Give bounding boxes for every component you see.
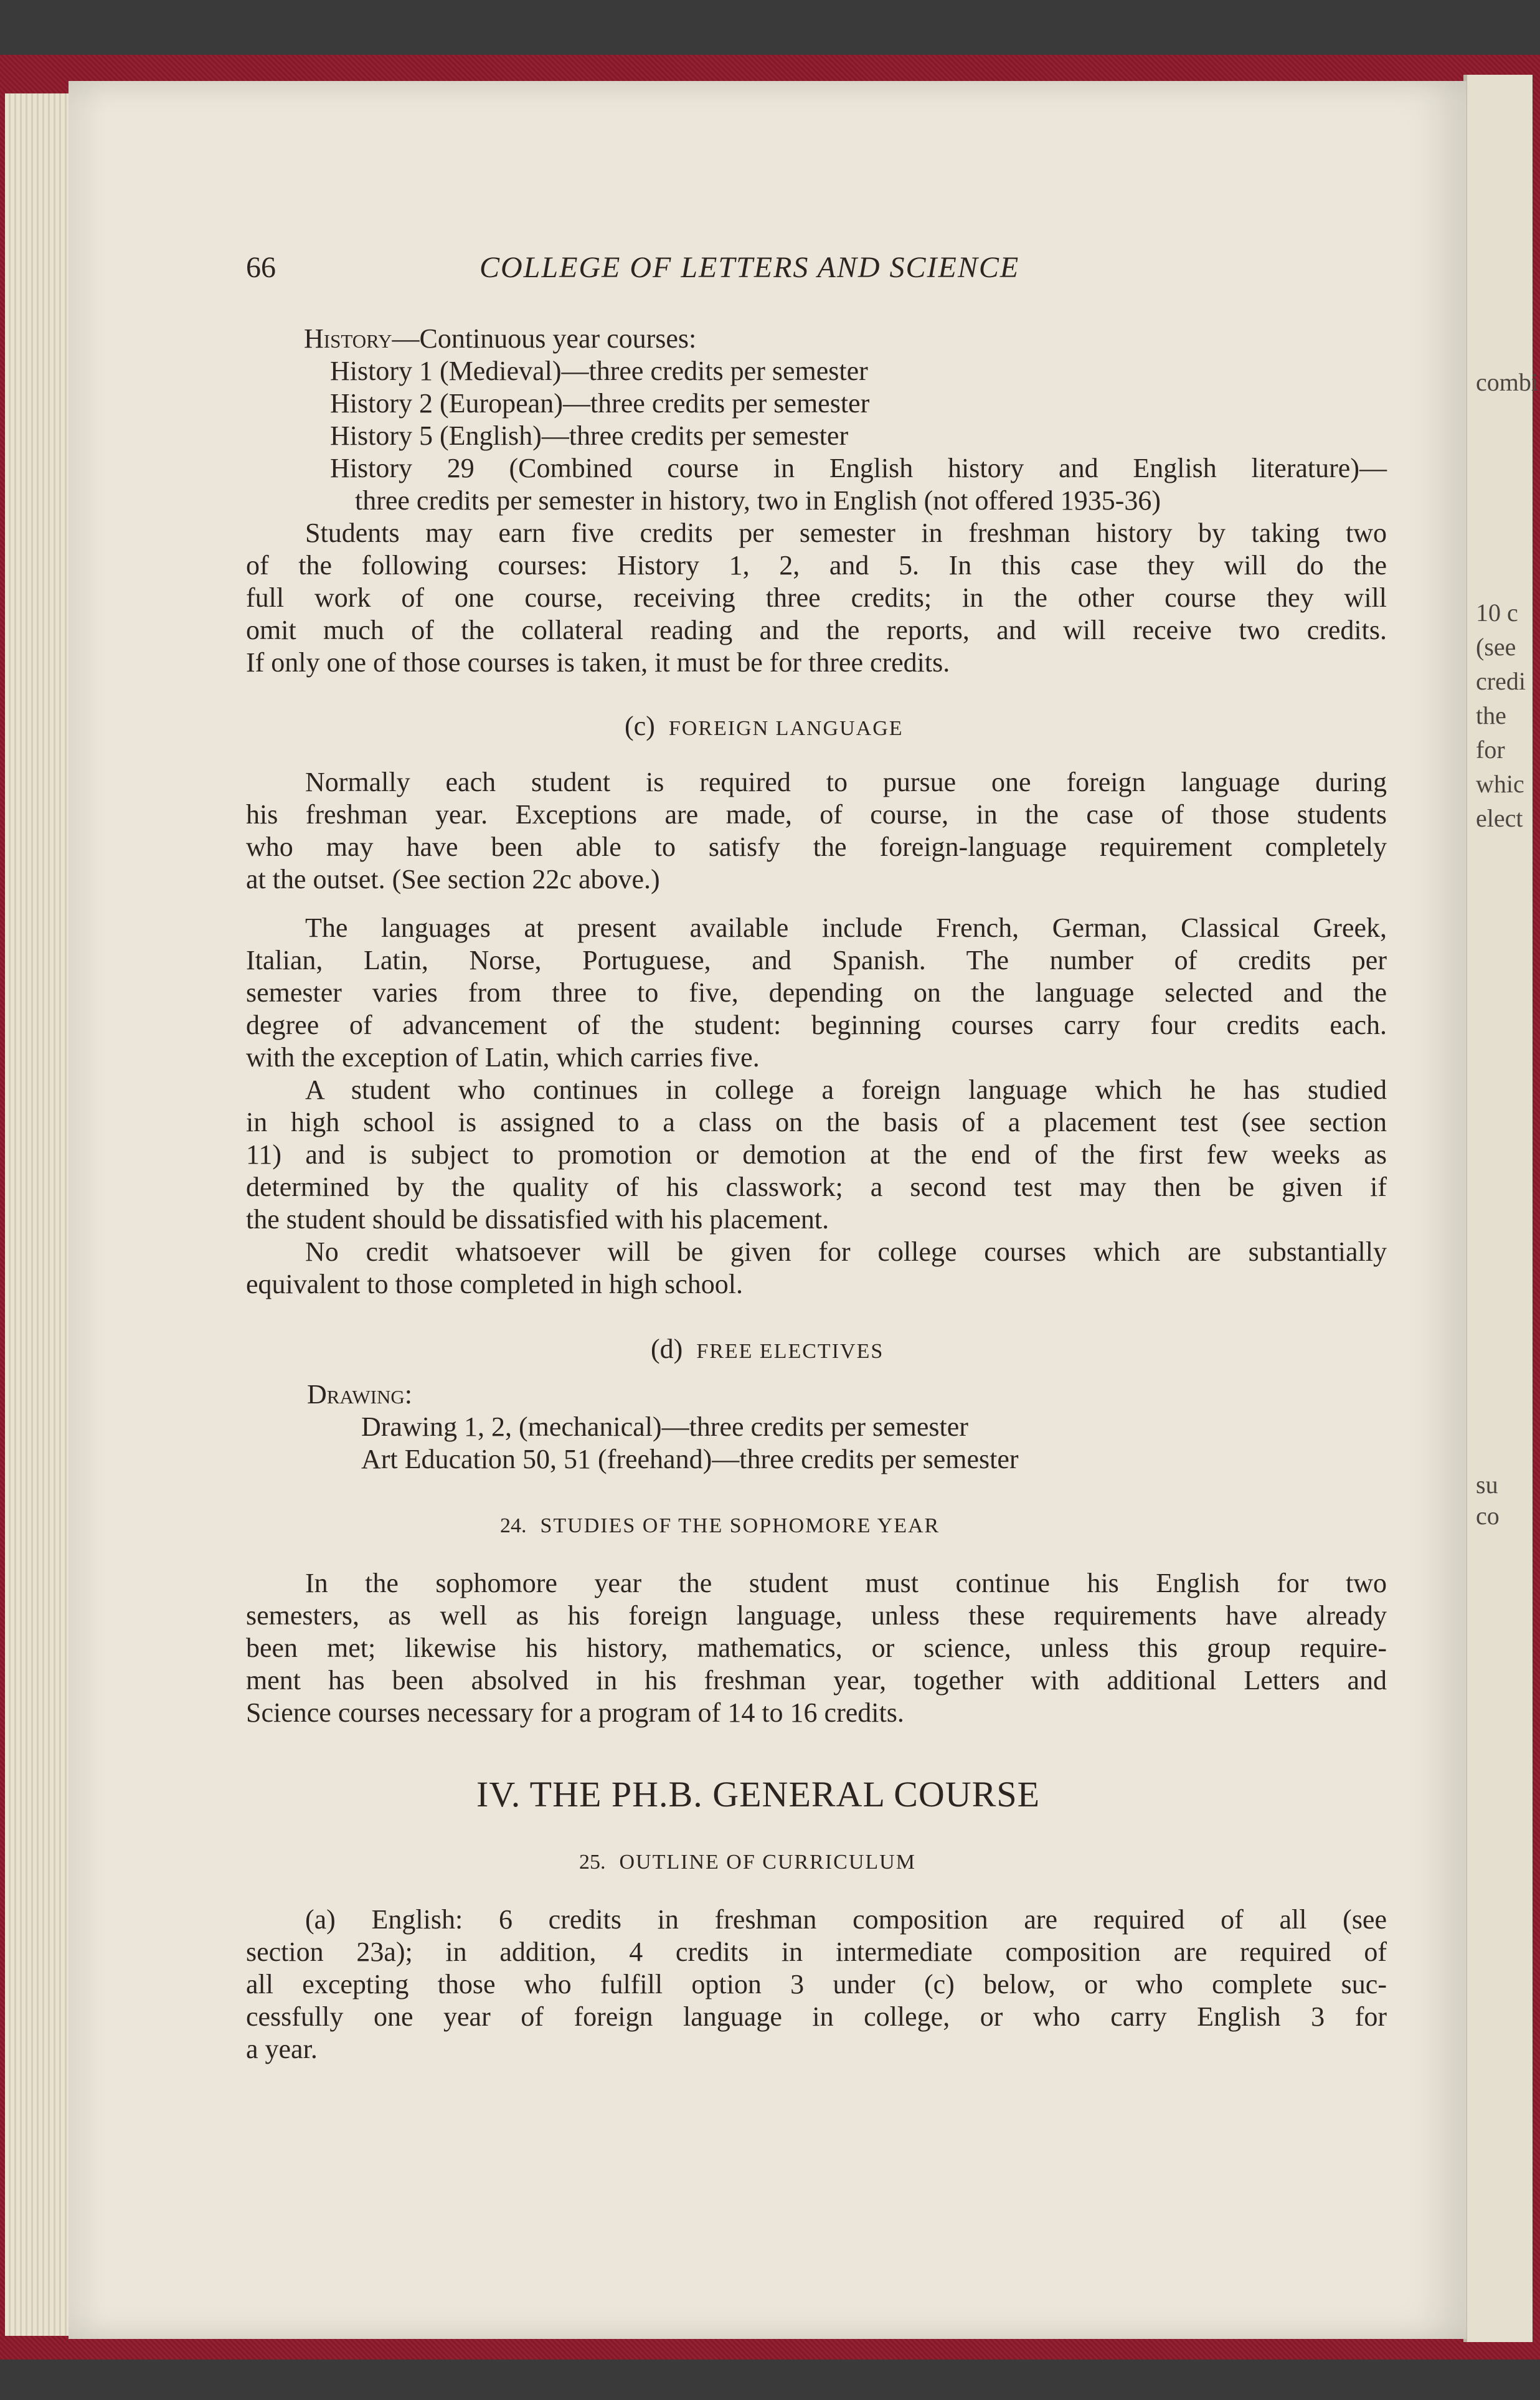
paragraph-line: Italian, Latin, Norse, Portuguese, and Spanish. The number of credits per	[246, 945, 1387, 975]
paragraph-line: cessfully one year of foreign language in college, or who carry English 3 for	[246, 2001, 1387, 2032]
paragraph-line: semester varies from three to five, depending on the language selected and the	[246, 977, 1387, 1008]
paragraph-line: with the exception of Latin, which carries five.	[246, 1042, 760, 1073]
book-page	[68, 81, 1467, 2339]
adjacent-fragment: elect	[1476, 804, 1523, 832]
adjacent-fragment: the	[1476, 701, 1506, 729]
section-letter: (c)	[625, 711, 655, 741]
page-number: 66	[246, 251, 276, 284]
section-number: 24.	[500, 1514, 527, 1537]
history-heading	[304, 323, 696, 355]
adjacent-fragment: whic	[1476, 770, 1524, 798]
paragraph-line: equivalent to those completed in high school.	[246, 1269, 743, 1299]
paragraph-line: determined by the quality of his classwork; a second test may then be given if	[246, 1172, 1387, 1202]
part-title: IV. THE PH.B. GENERAL COURSE	[476, 1774, 1041, 1814]
history-course: History 2 (European)—three credits per semester	[330, 388, 870, 419]
section-title: FREE ELECTIVES	[696, 1340, 884, 1363]
paragraph-line: a year.	[246, 2034, 318, 2064]
adjacent-fragment: 10 c	[1476, 599, 1518, 627]
section-heading-c	[625, 710, 904, 745]
paragraph-line: A student who continues in college a foreign language which he has studied	[305, 1074, 1387, 1105]
paragraph-line: section 23a); in addition, 4 credits in intermediate composition are required of	[246, 1937, 1387, 1967]
section-title: OUTLINE OF CURRICULUM	[619, 1851, 916, 1874]
adjacent-fragment: combi	[1476, 368, 1538, 396]
paragraph-line: the student should be dissatisfied with his placement.	[246, 1204, 829, 1235]
history-course: History 29 (Combined course in English history and English literature)—	[330, 453, 1387, 483]
paragraph-line: Science courses necessary for a program of 14 to 16 credits.	[246, 1697, 904, 1728]
paragraph-line: been met; likewise his history, mathematics, or science, unless this group require-	[246, 1633, 1387, 1663]
history-lead: —Continuous year courses:	[392, 323, 697, 354]
adjacent-fragment: co	[1476, 1502, 1500, 1530]
history-course: History 1 (Medieval)—three credits per semester	[330, 356, 868, 386]
history-course-continuation: three credits per semester in history, two in English (not offered 1935-36)	[355, 485, 1161, 516]
paragraph-line: Normally each student is required to pursue one foreign language during	[305, 767, 1387, 797]
paragraph-line: The languages at present available include French, German, Classical Greek,	[305, 913, 1387, 943]
section-heading-24	[500, 1507, 940, 1542]
page-edges	[5, 93, 73, 2336]
section-number: 25.	[579, 1851, 606, 1874]
paragraph-line: who may have been able to satisfy the foreign-language requirement completely	[246, 832, 1387, 862]
paragraph-line: No credit whatsoever will be given for college courses which are substantially	[305, 1236, 1387, 1267]
paragraph-line: Students may earn five credits per semester in freshman history by taking two	[305, 518, 1387, 548]
paragraph-line: semesters, as well as his foreign language, unless these requirements have already	[246, 1600, 1387, 1631]
adjacent-page	[1463, 75, 1538, 2342]
adjacent-fragment: for	[1476, 736, 1505, 764]
paragraph-line: in high school is assigned to a class on the basis of a placement test (see section	[246, 1107, 1387, 1137]
paragraph-line: 11) and is subject to promotion or demotion at the end of the first few weeks as	[246, 1139, 1387, 1170]
adjacent-fragment: credi	[1476, 667, 1526, 695]
drawing-course: Drawing 1, 2, (mechanical)—three credits per semester	[361, 1411, 968, 1442]
paragraph-line: degree of advancement of the student: beginning courses carry four credits each.	[246, 1010, 1387, 1040]
paragraph-line: all excepting those who fulfill option 3 under (c) below, or who complete suc-	[246, 1969, 1387, 1999]
adjacent-fragment: su	[1476, 1471, 1498, 1499]
section-title: FOREIGN LANGUAGE	[668, 717, 904, 740]
paragraph-line: of the following courses: History 1, 2, and 5. In this case they will do the	[246, 550, 1387, 581]
paragraph-line: at the outset. (See section 22c above.)	[246, 864, 660, 894]
section-title: STUDIES OF THE SOPHOMORE YEAR	[540, 1514, 940, 1537]
running-title: COLLEGE OF LETTERS AND SCIENCE	[479, 251, 1020, 284]
paragraph-line: full work of one course, receiving three credits; in the other course they will	[246, 582, 1387, 613]
paragraph-line: ment has been absolved in his freshman year, together with additional Letters and	[246, 1665, 1387, 1696]
drawing-course: Art Education 50, 51 (freehand)—three credits per semester	[361, 1444, 1019, 1474]
page-content	[68, 81, 1467, 2339]
section-heading-25	[579, 1844, 916, 1879]
paragraph-line: omit much of the collateral reading and the reports, and will receive two credits.	[246, 615, 1387, 645]
history-course: History 5 (English)—three credits per semester	[330, 420, 849, 451]
adjacent-fragment: (see	[1476, 633, 1516, 661]
paragraph-line: In the sophomore year the student must continue his English for two	[305, 1568, 1387, 1598]
history-label: History	[304, 323, 392, 354]
drawing-label: Drawing:	[307, 1379, 412, 1410]
paragraph-line: (a) English: 6 credits in freshman composition are required of all (see	[305, 1904, 1387, 1935]
section-heading-d	[651, 1333, 884, 1368]
paragraph-line: his freshman year. Exceptions are made, of course, in the case of those students	[246, 799, 1387, 830]
paragraph-line: If only one of those courses is taken, it must be for three credits.	[246, 647, 950, 678]
section-letter: (d)	[651, 1334, 683, 1364]
